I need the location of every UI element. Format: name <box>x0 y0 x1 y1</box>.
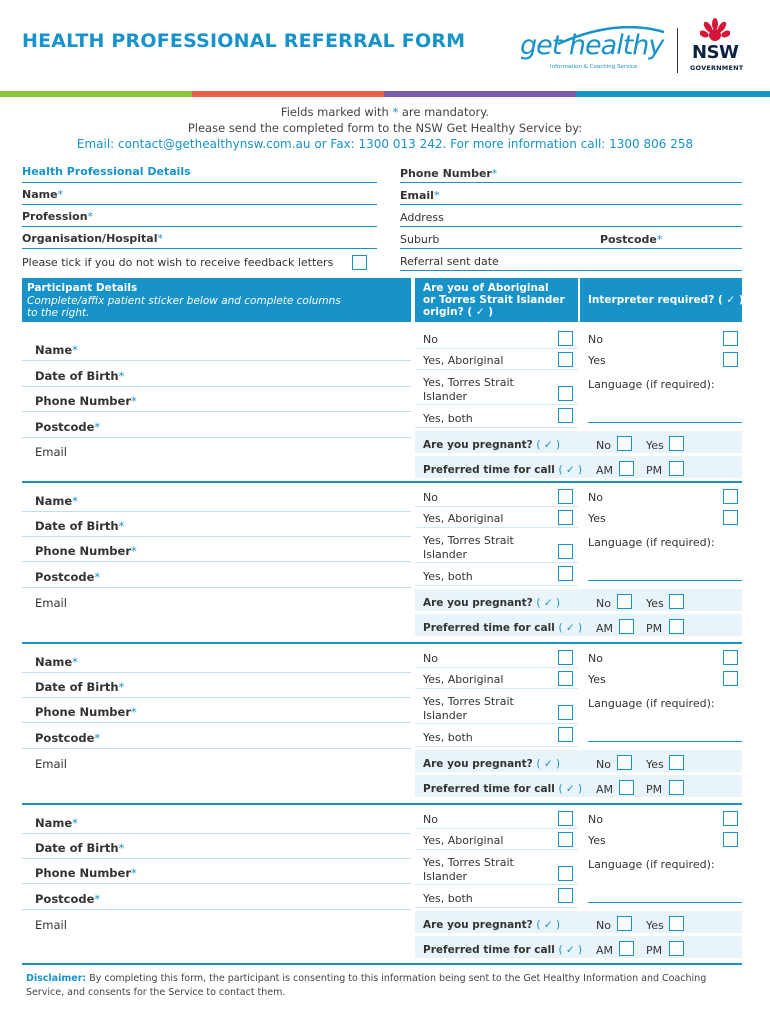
interpreter-yes-checkbox-4[interactable] <box>723 832 738 847</box>
origin-checkbox-4-4[interactable] <box>558 888 573 903</box>
origin-option-1-2: Yes, Aboriginal <box>423 512 504 525</box>
call-pm-checkbox-4[interactable] <box>669 941 684 956</box>
participant-phone-field-4[interactable] <box>22 883 411 884</box>
origin-heading-2: or Torres Strait Islander <box>423 294 565 306</box>
origin-rule-0-3 <box>415 667 578 668</box>
send-instructions: Please send the completed form to the NSW Get Healthy Service by: <box>187 121 583 135</box>
participant-name-field-4[interactable] <box>22 833 411 834</box>
origin-heading-1: Are you of Aboriginal <box>423 282 549 294</box>
hp-email-label: Email* <box>400 189 440 202</box>
origin-rule-3-3 <box>415 746 578 747</box>
participant-email-label-3: Email <box>35 757 67 771</box>
origin-rule-0-4 <box>415 828 578 829</box>
origin-rule-2-4 <box>415 884 578 885</box>
get-healthy-logo <box>520 30 670 75</box>
origin-rule-0-2 <box>415 506 578 507</box>
participant-postcode-label-4: Postcode* <box>35 892 101 906</box>
origin-rule-1-3 <box>415 688 578 689</box>
pregnant-yes-checkbox-2[interactable] <box>669 594 684 609</box>
hp-email-field[interactable] <box>400 204 742 205</box>
interpreter-yes-checkbox-2[interactable] <box>723 510 738 525</box>
origin-rule-2-2 <box>415 562 578 563</box>
call-am-checkbox-3[interactable] <box>619 780 634 795</box>
interpreter-heading: Interpreter required? ( ✓ ) <box>588 294 744 306</box>
referral-date-field[interactable] <box>400 270 742 271</box>
interpreter-yes-2: Yes <box>588 512 606 525</box>
language-field-1[interactable] <box>588 422 742 423</box>
origin-rule-0-1 <box>415 348 578 349</box>
participant-email-label-2: Email <box>35 596 67 610</box>
call-am-1: AM <box>596 464 614 477</box>
origin-option-0-1: No <box>423 333 438 346</box>
interpreter-yes-3: Yes <box>588 673 606 686</box>
participant-instructions-1: Complete/affix patient sticker below and complete columns <box>27 295 341 307</box>
nsw-government-logo <box>688 18 743 78</box>
pregnant-no-1: No <box>596 439 611 452</box>
pregnant-no-3: No <box>596 758 611 771</box>
call-time-label-3: Preferred time for call ( ✓ ) <box>423 783 583 795</box>
pregnant-no-checkbox-3[interactable] <box>617 755 632 770</box>
pregnant-yes-4: Yes <box>646 919 664 932</box>
language-label-2: Language (if required): <box>588 536 715 549</box>
logo-separator <box>677 28 678 73</box>
participant-dob-label-3: Date of Birth* <box>35 680 125 694</box>
call-time-label-2: Preferred time for call ( ✓ ) <box>423 622 583 634</box>
origin-option-3-2: Islander <box>423 548 468 561</box>
origin-checkbox-3-4[interactable] <box>558 866 573 881</box>
hp-profession-label: Profession* <box>22 210 94 223</box>
origin-option-0-2: No <box>423 491 438 504</box>
origin-option-3-1: Islander <box>423 390 468 403</box>
origin-rule-3-1 <box>415 427 578 428</box>
origin-checkbox-1-1[interactable] <box>558 352 573 367</box>
call-pm-4: PM <box>646 944 663 957</box>
call-pm-checkbox-2[interactable] <box>669 619 684 634</box>
pregnant-no-checkbox-4[interactable] <box>617 916 632 931</box>
interpreter-no-checkbox-2[interactable] <box>723 489 738 504</box>
language-field-4[interactable] <box>588 902 742 903</box>
hp-heading-underline <box>22 182 377 183</box>
hp-organisation-label: Organisation/Hospital* <box>22 232 163 245</box>
call-pm-2: PM <box>646 622 663 635</box>
participant-email-label-4: Email <box>35 918 67 932</box>
participant-name-label-3: Name* <box>35 655 78 669</box>
pregnant-yes-checkbox-3[interactable] <box>669 755 684 770</box>
nsw-logo-text: NSW <box>692 42 739 63</box>
participant-postcode-label-3: Postcode* <box>35 731 101 745</box>
block-divider-3 <box>22 803 742 805</box>
hp-suburb-postcode-field[interactable] <box>400 248 742 249</box>
origin-checkbox-4-3[interactable] <box>558 727 573 742</box>
origin-option-4-2: Yes, both <box>423 570 473 583</box>
participant-name-field-1[interactable] <box>22 360 411 361</box>
origin-rule-2-3 <box>415 723 578 724</box>
get-healthy-logo-text: get healthy <box>520 30 664 61</box>
origin-option-0-3: No <box>423 652 438 665</box>
participant-dob-field-3[interactable] <box>22 697 411 698</box>
contact-details: Email: contact@gethealthynsw.com.au or Fax: 1300 013 242. For more information call: 1300 806 258 <box>76 137 694 151</box>
call-am-2: AM <box>596 622 614 635</box>
participant-phone-label-2: Phone Number* <box>35 544 137 558</box>
pregnant-no-checkbox-2[interactable] <box>617 594 632 609</box>
hp-profession-field[interactable] <box>22 226 377 227</box>
participant-instructions-2: to the right. <box>27 307 90 319</box>
call-pm-checkbox-3[interactable] <box>669 780 684 795</box>
origin-checkbox-0-4[interactable] <box>558 811 573 826</box>
origin-option-0-4: No <box>423 813 438 826</box>
stripe-purple <box>384 91 576 97</box>
hp-name-label: Name* <box>22 188 64 201</box>
participant-name-label-2: Name* <box>35 494 78 508</box>
origin-checkbox-0-3[interactable] <box>558 650 573 665</box>
feedback-opt-out-checkbox[interactable] <box>352 255 367 270</box>
participant-dob-field-4[interactable] <box>22 858 411 859</box>
hp-address-label: Address <box>400 211 444 224</box>
origin-option-3-4: Islander <box>423 870 468 883</box>
call-time-label-1: Preferred time for call ( ✓ ) <box>423 464 583 476</box>
origin-option-1-3: Yes, Aboriginal <box>423 673 504 686</box>
call-am-3: AM <box>596 783 614 796</box>
language-label-3: Language (if required): <box>588 697 715 710</box>
pregnant-yes-checkbox-4[interactable] <box>669 916 684 931</box>
hp-organisation-field[interactable] <box>22 248 377 249</box>
interpreter-no-checkbox-4[interactable] <box>723 811 738 826</box>
call-am-checkbox-2[interactable] <box>619 619 634 634</box>
origin-rule-1-2 <box>415 527 578 528</box>
participant-phone-field-2[interactable] <box>22 561 411 562</box>
interpreter-no-3: No <box>588 652 603 665</box>
participant-phone-field-1[interactable] <box>22 411 411 412</box>
origin-rule-3-4 <box>415 907 578 908</box>
origin-option-3-3: Islander <box>423 709 468 722</box>
form-title: HEALTH PROFESSIONAL REFERRAL FORM <box>22 30 466 52</box>
origin-checkbox-0-2[interactable] <box>558 489 573 504</box>
origin-option-4-3: Yes, both <box>423 731 473 744</box>
stripe-blue <box>576 91 770 97</box>
call-pm-checkbox-1[interactable] <box>669 461 684 476</box>
interpreter-yes-checkbox-3[interactable] <box>723 671 738 686</box>
participant-email-label-1: Email <box>35 445 67 459</box>
call-am-checkbox-1[interactable] <box>619 461 634 476</box>
participant-details-heading: Participant Details <box>27 282 138 294</box>
interpreter-no-2: No <box>588 491 603 504</box>
stripe-red <box>192 91 384 97</box>
hp-suburb-label: Suburb <box>400 233 440 246</box>
participant-phone-label-4: Phone Number* <box>35 866 137 880</box>
stripe-green <box>0 91 192 97</box>
pregnant-no-2: No <box>596 597 611 610</box>
origin-checkbox-1-4[interactable] <box>558 832 573 847</box>
interpreter-band <box>580 278 742 322</box>
participant-postcode-label-2: Postcode* <box>35 570 101 584</box>
pregnant-yes-1: Yes <box>646 439 664 452</box>
origin-option-1-1: Yes, Aboriginal <box>423 354 504 367</box>
origin-option-2-1: Yes, Torres Strait <box>423 376 514 389</box>
block-divider-1 <box>22 481 742 483</box>
participant-details-band <box>22 278 411 322</box>
hp-details-heading: Health Professional Details <box>22 165 191 178</box>
call-time-label-4: Preferred time for call ( ✓ ) <box>423 944 583 956</box>
origin-checkbox-3-2[interactable] <box>558 544 573 559</box>
interpreter-no-checkbox-1[interactable] <box>723 331 738 346</box>
call-pm-1: PM <box>646 464 663 477</box>
language-field-2[interactable] <box>588 580 742 581</box>
origin-rule-2-1 <box>415 404 578 405</box>
block-divider-2 <box>22 642 742 644</box>
call-am-4: AM <box>596 944 614 957</box>
feedback-label: Please tick if you do not wish to receive feedback letters <box>22 256 334 269</box>
participant-postcode-field-1[interactable] <box>22 437 411 438</box>
origin-band <box>415 278 578 322</box>
pregnant-yes-3: Yes <box>646 758 664 771</box>
origin-checkbox-4-2[interactable] <box>558 566 573 581</box>
pregnant-no-4: No <box>596 919 611 932</box>
hp-postcode-label: Postcode* <box>600 233 663 246</box>
participant-name-label-1: Name* <box>35 343 78 357</box>
hp-name-field[interactable] <box>22 204 377 205</box>
participant-name-field-2[interactable] <box>22 511 411 512</box>
participant-phone-field-3[interactable] <box>22 722 411 723</box>
origin-rule-3-2 <box>415 585 578 586</box>
interpreter-no-1: No <box>588 333 603 346</box>
mandatory-note: Fields marked with * are mandatory. <box>280 105 490 119</box>
origin-option-4-4: Yes, both <box>423 892 473 905</box>
participant-postcode-field-2[interactable] <box>22 587 411 588</box>
origin-option-2-2: Yes, Torres Strait <box>423 534 514 547</box>
nsw-government-text: GOVERNMENT <box>690 64 744 72</box>
hp-phone-label: Phone Number* <box>400 167 498 180</box>
pregnant-yes-2: Yes <box>646 597 664 610</box>
hp-phone-field[interactable] <box>400 182 742 183</box>
origin-option-2-4: Yes, Torres Strait <box>423 856 514 869</box>
participant-dob-label-1: Date of Birth* <box>35 369 125 383</box>
interpreter-yes-1: Yes <box>588 354 606 367</box>
interpreter-no-checkbox-3[interactable] <box>723 650 738 665</box>
participant-dob-field-2[interactable] <box>22 536 411 537</box>
pregnant-label-2: Are you pregnant? ( ✓ ) <box>423 597 561 609</box>
interpreter-no-4: No <box>588 813 603 826</box>
pregnant-label-4: Are you pregnant? ( ✓ ) <box>423 919 561 931</box>
language-label-1: Language (if required): <box>588 378 715 391</box>
pregnant-no-checkbox-1[interactable] <box>617 436 632 451</box>
origin-option-2-3: Yes, Torres Strait <box>423 695 514 708</box>
participant-phone-label-3: Phone Number* <box>35 705 137 719</box>
pregnant-label-1: Are you pregnant? ( ✓ ) <box>423 439 561 451</box>
participant-dob-field-1[interactable] <box>22 386 411 387</box>
call-pm-3: PM <box>646 783 663 796</box>
participant-phone-label-1: Phone Number* <box>35 394 137 408</box>
origin-checkbox-3-1[interactable] <box>558 386 573 401</box>
origin-checkbox-1-3[interactable] <box>558 671 573 686</box>
origin-rule-1-4 <box>415 849 578 850</box>
origin-checkbox-1-2[interactable] <box>558 510 573 525</box>
waratah-icon <box>700 18 730 44</box>
pregnant-yes-checkbox-1[interactable] <box>669 436 684 451</box>
participant-name-field-3[interactable] <box>22 672 411 673</box>
participant-postcode-field-4[interactable] <box>22 909 411 910</box>
origin-option-1-4: Yes, Aboriginal <box>423 834 504 847</box>
origin-checkbox-3-3[interactable] <box>558 705 573 720</box>
participant-dob-label-4: Date of Birth* <box>35 841 125 855</box>
interpreter-yes-checkbox-1[interactable] <box>723 352 738 367</box>
origin-heading-3: origin? ( ✓ ) <box>423 306 494 318</box>
participant-postcode-field-3[interactable] <box>22 748 411 749</box>
participant-dob-label-2: Date of Birth* <box>35 519 125 533</box>
call-am-checkbox-4[interactable] <box>619 941 634 956</box>
hp-address-field[interactable] <box>400 226 742 227</box>
participant-name-label-4: Name* <box>35 816 78 830</box>
language-label-4: Language (if required): <box>588 858 715 871</box>
origin-checkbox-0-1[interactable] <box>558 331 573 346</box>
interpreter-yes-4: Yes <box>588 834 606 847</box>
referral-date-label: Referral sent date <box>400 255 499 268</box>
form-bottom-divider <box>22 963 742 965</box>
origin-rule-1-1 <box>415 369 578 370</box>
pregnant-label-3: Are you pregnant? ( ✓ ) <box>423 758 561 770</box>
participant-postcode-label-1: Postcode* <box>35 420 101 434</box>
language-field-3[interactable] <box>588 741 742 742</box>
origin-option-4-1: Yes, both <box>423 412 473 425</box>
origin-checkbox-4-1[interactable] <box>558 408 573 423</box>
disclaimer: Disclaimer: By completing this form, the participant is consenting to this information being sent to the Get Healthy Information and Coaching Service, and consents for the Service to contact them. <box>26 973 707 998</box>
get-healthy-tagline: Information & Coaching Service <box>550 64 638 70</box>
